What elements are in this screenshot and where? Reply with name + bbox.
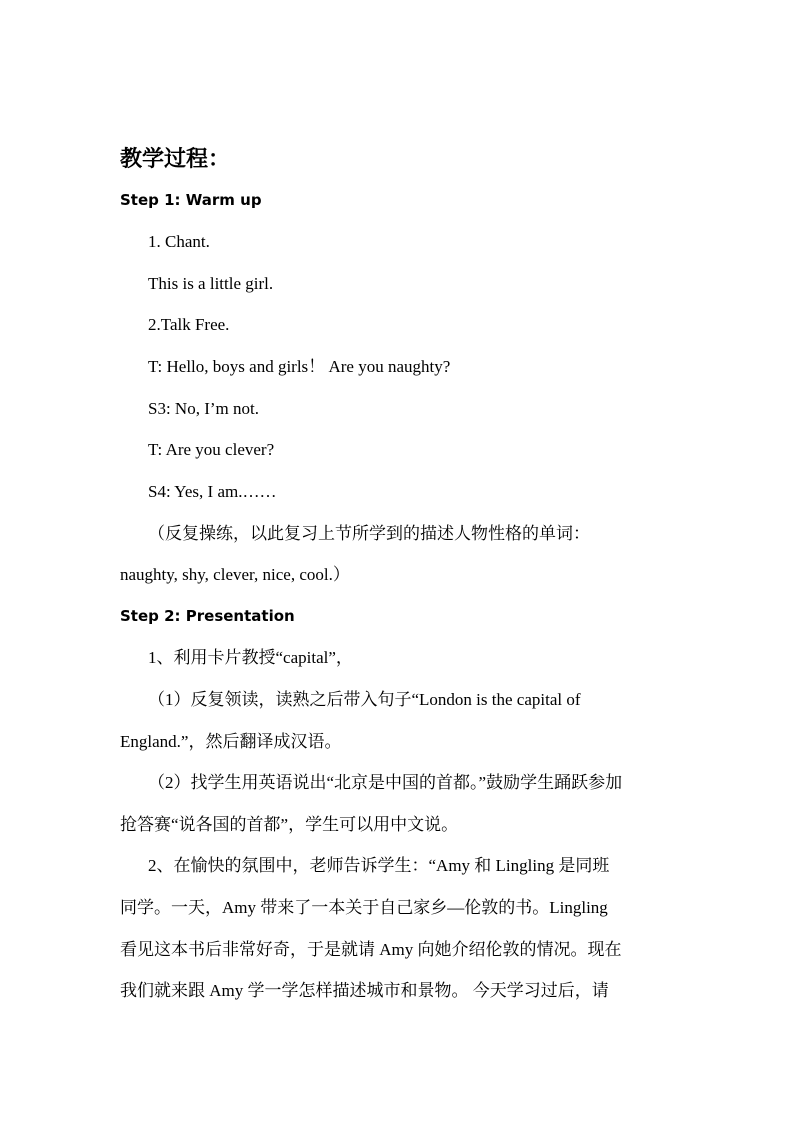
step2-line-9: 我们就来跟 Amy 学一学怎样描述城市和景物。 今天学习过后，请 xyxy=(120,981,609,1000)
step1-line-6: T: Are you clever? xyxy=(148,440,275,459)
step2-line-1: 1、利用卡片教授“capital”， xyxy=(148,648,353,667)
step1-line-7: S4: Yes, I am.…… xyxy=(148,482,277,501)
step1-line-1: 1. Chant. xyxy=(148,232,210,251)
step2-line-8: 看见这本书后非常好奇，于是就请 Amy 向她介绍伦敦的情况。现在 xyxy=(120,940,622,959)
step2-line-7: 同学。一天，Amy 带来了一本关于自己家乡—伦敦的书。Lingling xyxy=(120,898,608,917)
step2-line-3: England.”，然后翻译成汉语。 xyxy=(120,732,342,751)
step1-line-8: （反复操练，以此复习上节所学到的描述人物性格的单词： xyxy=(148,524,590,543)
step1-line-9: naughty, shy, clever, nice, cool.） xyxy=(120,565,350,584)
step1-line-3: 2.Talk Free. xyxy=(148,315,230,334)
step1-line-2: This is a little girl. xyxy=(148,274,274,293)
step2-heading: Step 2: Presentation xyxy=(120,607,295,625)
step2-line-2: （1）反复领读，读熟之后带入句子“London is the capital of xyxy=(148,690,581,709)
step2-line-6: 2、在愉快的氛围中，老师告诉学生：“Amy 和 Lingling 是同班 xyxy=(148,856,610,875)
step1-heading: Step 1: Warm up xyxy=(120,191,262,209)
step1-line-4: T: Hello, boys and girls！ Are you naughty? xyxy=(148,357,451,376)
page-title: 教学过程： xyxy=(120,147,231,172)
step1-line-5: S3: No, I’m not. xyxy=(148,399,259,418)
step2-line-5: 抢答赛“说各国的首都”，学生可以用中文说。 xyxy=(120,815,459,834)
step2-line-4: （2）找学生用英语说出“北京是中国的首都。”鼓励学生踊跃参加 xyxy=(148,773,623,792)
